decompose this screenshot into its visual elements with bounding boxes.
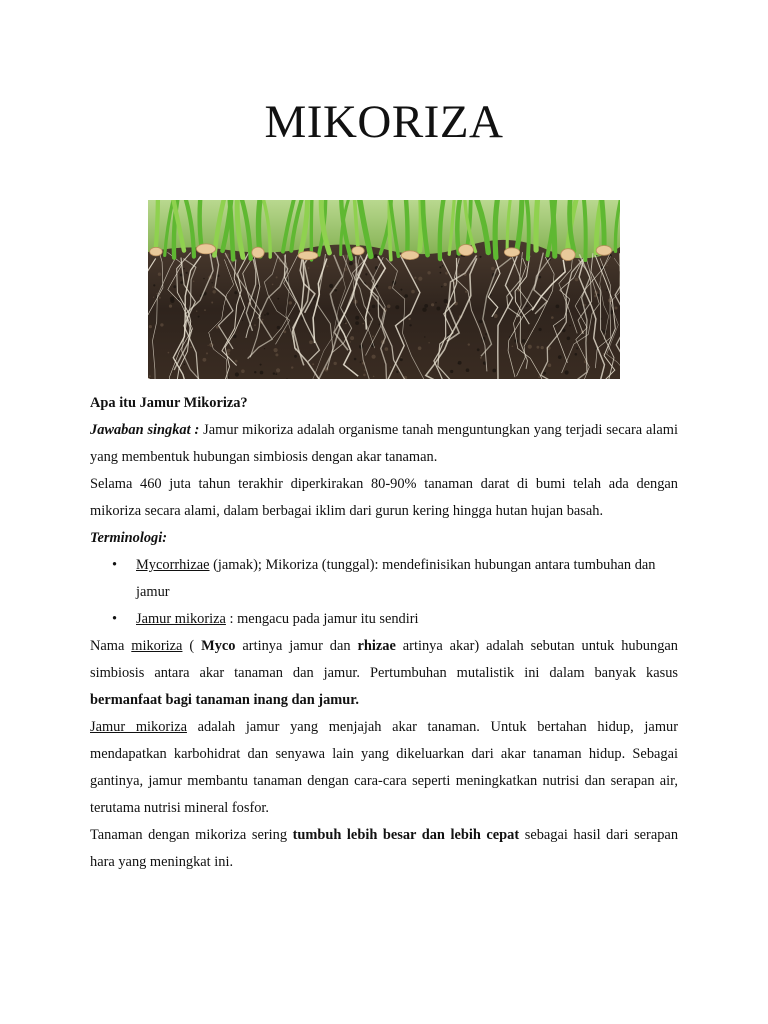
soil-grain-dot	[492, 369, 496, 373]
text-run: artinya jamur dan	[235, 638, 358, 654]
soil-grain-dot	[262, 319, 264, 321]
soil-grain-dot	[272, 284, 274, 286]
soil-grain-dot	[212, 286, 214, 288]
soil-grain-dot	[444, 299, 448, 303]
soil-grain-dot	[494, 314, 498, 318]
bullet-icon: •	[112, 611, 118, 627]
terminology-list	[90, 552, 678, 633]
soil-grain-dot	[567, 312, 568, 313]
soil-grain-dot	[442, 265, 444, 267]
soil-grain-dot	[411, 290, 415, 294]
soil-grain-dot	[153, 284, 155, 286]
soil-grain-dot	[350, 336, 354, 340]
seed	[252, 247, 264, 258]
soil-grain-dot	[211, 302, 213, 304]
soil-grain-dot	[409, 324, 411, 326]
soil-grain-dot	[291, 366, 293, 368]
soil-grain-dot	[196, 311, 197, 312]
term-description: (jamak); Mikoriza (tunggal): mendefinisikan hubungan antara tumbuhan dan jamur	[136, 557, 656, 600]
soil-grain-dot	[435, 302, 437, 304]
soil-grain-dot	[400, 289, 402, 291]
soil-grain-dot	[465, 291, 467, 293]
soil-grain-dot	[439, 266, 441, 268]
soil-grain-dot	[441, 286, 443, 288]
soil-grain-dot	[186, 272, 188, 274]
sprout-stem	[311, 200, 312, 260]
soil-grain-dot	[396, 371, 398, 373]
soil-grain-dot	[558, 355, 562, 359]
soil-grain-dot	[235, 372, 239, 376]
soil-grain-dot	[537, 346, 540, 349]
soil-grain-dot	[204, 309, 206, 311]
soil-grain-dot	[355, 316, 359, 320]
question-heading	[90, 390, 678, 417]
text-run: (	[182, 638, 202, 654]
soil-grain-dot	[408, 318, 410, 320]
soil-grain-dot	[526, 305, 528, 307]
soil-grain-dot	[227, 376, 229, 378]
soil-grain-dot	[264, 348, 265, 349]
soil-grain-dot	[149, 375, 151, 377]
seed	[561, 249, 575, 261]
text-run: artinya akar) adalah sebutan untuk hubungan simbiosis antara akar tanaman dan jamur. Pertumbuhan mutalistik ini dalam banyak kasus	[90, 638, 678, 681]
sprout-stem	[552, 200, 555, 256]
soil-grain-dot	[312, 363, 314, 365]
soil-grain-dot	[260, 371, 264, 375]
soil-grain-dot	[569, 325, 571, 327]
soil-grain-dot	[168, 352, 170, 354]
soil-grain-dot	[344, 321, 346, 323]
soil-grain-dot	[159, 297, 161, 299]
seed	[596, 246, 612, 256]
soil-grain-dot	[234, 291, 237, 294]
soil-grain-dot	[233, 335, 237, 339]
soil-grain-dot	[372, 305, 376, 309]
bullet-icon: •	[112, 557, 118, 573]
short-answer-label: Jawaban singkat :	[90, 422, 200, 438]
soil-grain-dot	[556, 305, 560, 309]
soil-grain-dot	[276, 276, 278, 278]
term-jamur-mikoriza: Jamur mikoriza	[136, 611, 226, 627]
soil-grain-dot	[372, 355, 376, 359]
soil-grain-dot	[156, 293, 157, 294]
soil-grain-dot	[326, 265, 328, 267]
soil-grain-dot	[395, 305, 399, 309]
soil-grain-dot	[418, 277, 422, 281]
soil-grain-dot	[266, 312, 269, 315]
soil-grain-dot	[615, 307, 618, 310]
seed	[298, 251, 318, 259]
soil-grain-dot	[468, 343, 470, 345]
soil-grain-dot	[479, 256, 481, 258]
soil-roots-photo	[148, 200, 620, 379]
soil-grain-dot	[450, 370, 453, 373]
sprout-stem	[584, 200, 586, 260]
soil-grain-dot	[169, 305, 172, 308]
soil-grain-dot	[257, 318, 258, 319]
seed	[352, 247, 364, 255]
soil-grain-dot	[275, 353, 278, 356]
sprout-stem	[495, 200, 497, 258]
seed	[459, 245, 474, 256]
soil-grain-dot	[203, 358, 207, 362]
soil-grain-dot	[477, 348, 480, 351]
soil-grain-dot	[350, 341, 351, 342]
soil-grain-dot	[445, 272, 448, 275]
sprout-stem	[536, 200, 538, 250]
soil-grain-dot	[274, 348, 278, 352]
soil-grain-dot	[329, 284, 333, 288]
soil-grain-dot	[149, 325, 152, 328]
soil-grain-dot	[198, 316, 200, 318]
short-answer-paragraph	[90, 417, 678, 471]
soil-grain-dot	[373, 376, 375, 378]
soil-grain-dot	[606, 290, 608, 292]
sprout-stem	[527, 200, 529, 259]
soil-grain-dot	[479, 320, 483, 324]
soil-grain-dot	[254, 371, 256, 373]
soil-grain-dot	[597, 294, 600, 297]
sprout-stem	[406, 200, 408, 250]
soil-grain-dot	[575, 278, 579, 282]
soil-grain-dot	[512, 346, 514, 348]
soil-grain-dot	[363, 323, 365, 325]
soil-grain-dot	[387, 305, 391, 309]
soil-grain-dot	[541, 346, 544, 349]
soil-grain-dot	[227, 349, 230, 352]
soil-grain-dot	[427, 271, 430, 274]
term-description: : mengacu pada jamur itu sendiri	[225, 611, 419, 627]
soil-grain-dot	[335, 288, 336, 289]
soil-grain-dot	[575, 353, 578, 356]
soil-grain-dot	[539, 328, 542, 331]
soil-roots-illustration	[148, 200, 620, 379]
soil-grain-dot	[153, 297, 154, 298]
seed	[150, 247, 163, 256]
soil-grain-dot	[440, 272, 442, 274]
soil-grain-dot	[428, 342, 429, 343]
soil-grain-dot	[456, 255, 458, 257]
soil-grain-dot	[404, 294, 408, 298]
soil-grain-dot	[184, 364, 185, 365]
soil-grain-dot	[388, 286, 391, 289]
soil-grain-dot	[363, 374, 366, 377]
soil-grain-dot	[424, 336, 425, 337]
list-item	[90, 606, 678, 633]
soil-grain-dot	[193, 281, 195, 283]
soil-grain-dot	[576, 347, 578, 349]
soil-grain-dot	[276, 368, 280, 372]
soil-grain-dot	[170, 296, 174, 300]
soil-grain-dot	[551, 316, 554, 319]
growth-paragraph	[90, 822, 678, 876]
soil-grain-dot	[491, 267, 495, 271]
emphasis-text: tumbuh lebih besar dan lebih cepat	[292, 827, 520, 843]
soil-grain-dot	[458, 273, 460, 275]
soil-grain-dot	[364, 369, 365, 370]
soil-grain-dot	[466, 368, 470, 372]
emphasis-text: bermanfaat bagi tanaman inang dan jamur.	[90, 692, 359, 708]
list-item	[90, 552, 678, 606]
soil-grain-dot	[436, 307, 440, 311]
terminology-heading-text: Terminologi:	[90, 530, 168, 546]
soil-grain-dot	[190, 346, 192, 348]
text-run: sebagai hasil dari serapan hara yang meningkat ini.	[90, 827, 679, 870]
soil-grain-dot	[235, 360, 238, 363]
soil-grain-dot	[539, 276, 542, 279]
seed	[504, 248, 519, 257]
soil-grain-dot	[277, 326, 280, 329]
soil-grain-dot	[528, 345, 532, 349]
soil-grain-dot	[273, 372, 275, 374]
history-paragraph: Selama 460 juta tahun terakhir diperkirakan 80-90% tanaman darat di bumi telah ada dengan mikoriza secara alami, dalam berbagai iklim dari gurun kering hingga hutan hujan basah.	[90, 476, 678, 519]
soil-grain-dot	[548, 363, 552, 367]
soil-grain-dot	[264, 314, 266, 316]
sprout-stem	[200, 200, 202, 250]
soil-grain-dot	[254, 324, 256, 326]
soil-grain-dot	[414, 277, 416, 279]
soil-grain-dot	[390, 367, 391, 368]
seed	[401, 251, 419, 260]
soil-grain-dot	[431, 303, 434, 306]
term-myco: Myco	[201, 638, 236, 654]
soil-grain-dot	[374, 254, 378, 258]
soil-grain-dot	[277, 298, 279, 300]
soil-grain-dot	[365, 273, 367, 275]
soil-grain-dot	[565, 370, 569, 374]
soil-grain-dot	[289, 301, 292, 304]
article-body	[90, 390, 678, 876]
name-paragraph	[90, 633, 678, 714]
short-answer-text: Jamur mikoriza adalah organisme tanah menguntungkan yang terjadi secara alami yang membentuk hubungan simbiosis dengan akar tanaman.	[90, 422, 678, 465]
sprout-stem	[156, 200, 158, 252]
term-rhizae: rhizae	[357, 638, 396, 654]
soil-grain-dot	[606, 265, 607, 266]
text-run: Nama	[90, 638, 132, 654]
soil-grain-dot	[372, 336, 374, 338]
soil-grain-dot	[385, 347, 389, 351]
soil-grain-dot	[309, 340, 313, 344]
soil-grain-dot	[275, 373, 277, 375]
soil-grain-dot	[458, 363, 460, 365]
soil-grain-dot	[334, 362, 337, 365]
soil-grain-dot	[213, 290, 216, 293]
soil-grain-dot	[538, 376, 540, 378]
soil-grain-dot	[360, 361, 361, 362]
soil-grain-dot	[203, 278, 204, 279]
soil-grain-dot	[354, 358, 357, 361]
soil-grain-dot	[444, 283, 447, 286]
term-mikoriza: mikoriza	[131, 638, 183, 654]
soil-grain-dot	[369, 309, 371, 311]
text-run: adalah jamur yang menjajah akar tanaman. Untuk bertahan hidup, jamur mendapatkan karbohidrat dan senyawa lain yang dikeluarkan dari akar tanaman hidup. Sebagai gantinya, jamur membantu tanaman dengan cara-cara seperti meningkatkan nutrisi dan serapan air, terutama nutrisi mineral fosfor.	[90, 719, 678, 816]
soil-grain-dot	[206, 352, 208, 354]
soil-grain-dot	[334, 289, 337, 292]
soil-grain-dot	[158, 273, 161, 276]
term-jamur-mikoriza-inline: Jamur mikoriza	[90, 719, 187, 735]
soil-grain-dot	[567, 337, 571, 341]
soil-grain-dot	[212, 282, 213, 283]
soil-grain-dot	[308, 267, 310, 269]
soil-grain-dot	[183, 268, 184, 269]
soil-grain-dot	[260, 364, 262, 366]
soil-grain-dot	[424, 304, 428, 308]
soil-grain-dot	[160, 323, 163, 326]
soil-grain-dot	[208, 345, 209, 346]
soil-grain-dot	[400, 358, 403, 361]
fungi-paragraph	[90, 714, 678, 822]
soil-grain-dot	[422, 308, 426, 312]
sprout-stem	[602, 200, 604, 251]
soil-grain-dot	[173, 285, 176, 288]
seed	[196, 244, 215, 254]
term-mycorrhizae: Mycorrhizae	[136, 557, 210, 573]
soil-grain-dot	[294, 355, 297, 358]
soil-grain-dot	[180, 281, 183, 284]
soil-grain-dot	[379, 324, 381, 326]
question-text: Apa itu Jamur Mikoriza?	[90, 395, 248, 411]
soil-grain-dot	[480, 357, 482, 359]
soil-grain-dot	[355, 321, 359, 325]
page-title: MIKORIZA	[264, 96, 504, 148]
soil-grain-dot	[349, 261, 353, 265]
soil-grain-dot	[242, 320, 243, 321]
text-run: Tanaman dengan mikoriza sering	[90, 827, 293, 843]
soil-grain-dot	[418, 346, 422, 350]
soil-grain-dot	[522, 339, 526, 343]
soil-grain-dot	[543, 372, 546, 375]
soil-grain-dot	[241, 369, 245, 373]
terminology-heading	[90, 525, 678, 552]
